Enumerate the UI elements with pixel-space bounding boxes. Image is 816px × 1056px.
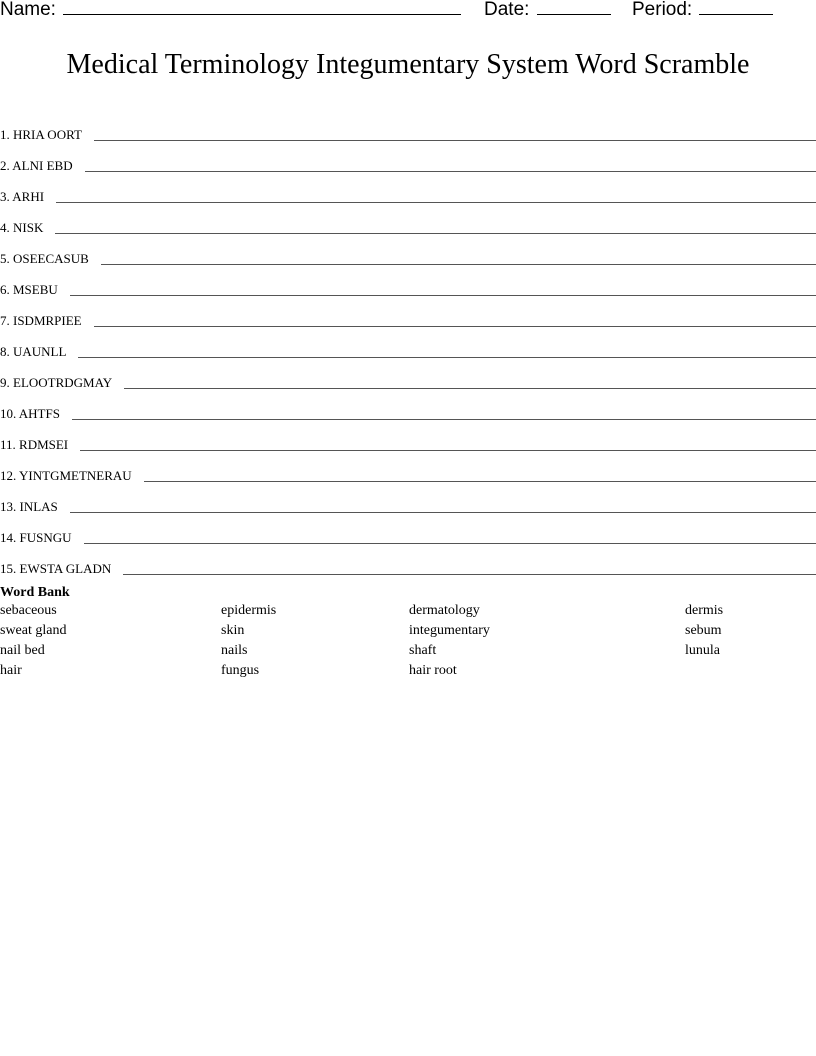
word-bank-item: shaft <box>409 643 437 658</box>
answer-line[interactable] <box>78 356 816 358</box>
word-bank-title: Word Bank <box>0 585 70 600</box>
question-row <box>0 330 816 361</box>
question-row <box>0 175 816 206</box>
answer-line[interactable] <box>123 573 816 575</box>
question-label: 2. ALNI EBD <box>0 158 73 173</box>
word-bank-item: fungus <box>221 663 260 678</box>
word-bank-item: hair root <box>409 663 457 678</box>
answer-line[interactable] <box>84 542 816 544</box>
answer-line[interactable] <box>55 232 816 234</box>
question-label: 14. FUSNGU <box>0 530 72 545</box>
question-row <box>0 206 816 237</box>
word-bank-item: skin <box>221 623 245 638</box>
word-bank-item: sebaceous <box>0 603 57 618</box>
question-label: 1. HRIA OORT <box>0 127 82 142</box>
question-label: 10. AHTFS <box>0 406 60 421</box>
answer-line[interactable] <box>85 170 816 172</box>
word-bank-item: dermatology <box>409 603 480 618</box>
question-row <box>0 547 816 578</box>
question-label: 13. INLAS <box>0 499 58 514</box>
question-label: 12. YINTGMETNERAU <box>0 468 132 483</box>
answer-line[interactable] <box>70 294 816 296</box>
answer-line[interactable] <box>94 139 816 141</box>
question-row <box>0 268 816 299</box>
word-bank-item: sweat gland <box>0 623 67 638</box>
question-row <box>0 423 816 454</box>
question-row <box>0 144 816 175</box>
answer-line[interactable] <box>124 387 816 389</box>
question-row <box>0 299 816 330</box>
date-field <box>484 0 611 20</box>
date-label: Date: <box>484 0 530 20</box>
question-row <box>0 454 816 485</box>
question-label: 11. RDMSEI <box>0 437 69 452</box>
word-bank-item: lunula <box>685 643 720 658</box>
answer-line[interactable] <box>56 201 816 203</box>
word-bank-grid <box>0 603 816 683</box>
question-label: 8. UAUNLL <box>0 344 67 359</box>
answer-line[interactable] <box>101 263 816 265</box>
question-label: 6. MSEBU <box>0 282 58 297</box>
answer-line[interactable] <box>94 325 816 327</box>
question-row <box>0 516 816 547</box>
question-label: 4. NISK <box>0 220 44 235</box>
page-title: Medical Terminology Integumentary System Word Scramble <box>66 49 750 80</box>
question-label: 15. EWSTA GLADN <box>0 561 112 576</box>
word-bank <box>0 585 816 683</box>
word-bank-item: integumentary <box>409 623 490 638</box>
question-row <box>0 361 816 392</box>
question-label: 3. ARHI <box>0 189 45 204</box>
question-row <box>0 237 816 268</box>
question-list <box>0 113 816 578</box>
word-bank-item: sebum <box>685 623 722 638</box>
question-row <box>0 392 816 423</box>
word-bank-item: epidermis <box>221 603 277 618</box>
worksheet-header <box>0 0 816 24</box>
answer-line[interactable] <box>72 418 816 420</box>
answer-line[interactable] <box>144 480 816 482</box>
name-blank[interactable] <box>63 0 461 15</box>
question-row <box>0 113 816 144</box>
name-label: Name: <box>0 0 56 20</box>
question-row <box>0 485 816 516</box>
word-bank-item: hair <box>0 663 22 678</box>
answer-line[interactable] <box>80 449 816 451</box>
period-field <box>632 0 773 20</box>
answer-line[interactable] <box>70 511 816 513</box>
name-field <box>0 0 461 20</box>
word-bank-item: dermis <box>685 603 724 618</box>
question-label: 7. ISDMRPIEE <box>0 313 82 328</box>
period-blank[interactable] <box>699 0 773 15</box>
question-label: 9. ELOOTRDGMAY <box>0 375 113 390</box>
question-label: 5. OSEECASUB <box>0 251 89 266</box>
date-blank[interactable] <box>537 0 611 15</box>
word-bank-item: nails <box>221 643 248 658</box>
word-bank-item: nail bed <box>0 643 45 658</box>
period-label: Period: <box>632 0 693 20</box>
